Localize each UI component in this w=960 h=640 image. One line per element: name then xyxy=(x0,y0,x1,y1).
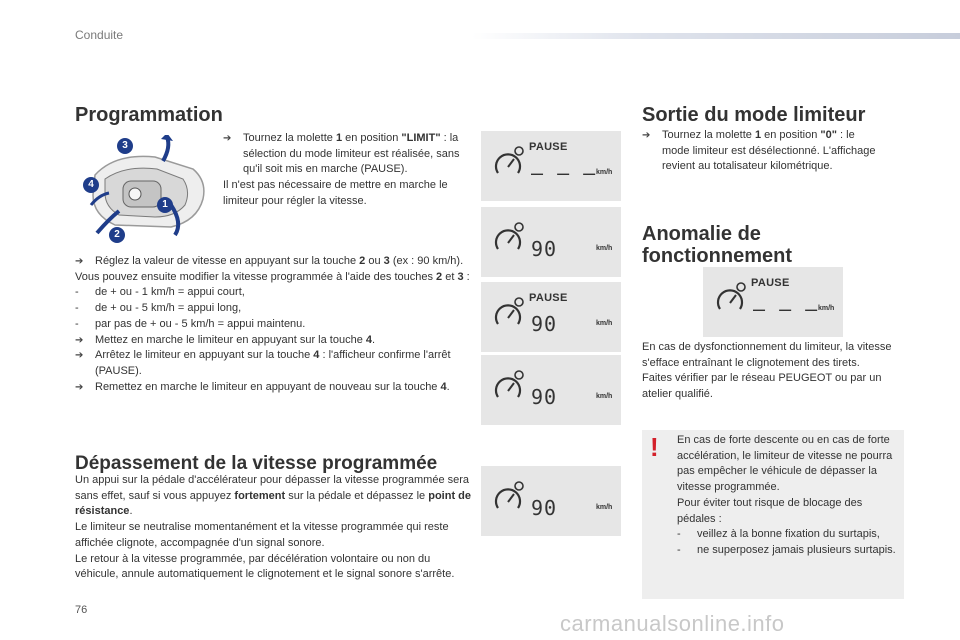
text-run: fortement xyxy=(234,489,286,502)
text-run: Un appui sur la pédale d'accélérateur pour dépasser la vitesse programmée sera sans effet, sauf si vous appuyez xyxy=(75,474,470,502)
text-run: Arrêtez le limiteur en appuyant sur la touche xyxy=(95,349,314,362)
paragraph xyxy=(75,552,475,583)
text-run: 3 xyxy=(383,255,390,267)
text-run: . xyxy=(446,380,450,393)
watermark: carmanualsonline.info xyxy=(560,611,785,636)
speed-limiter-stalk-illustration xyxy=(75,135,215,247)
speed-unit: km/h xyxy=(596,504,613,511)
bullet-arrow-icon: ➔ xyxy=(223,133,232,144)
bullet-arrow-icon: ➔ xyxy=(75,381,84,393)
speed-value: – – – xyxy=(531,161,597,185)
text-run: "LIMIT" xyxy=(401,132,441,144)
text-run: point de résistance xyxy=(75,489,472,518)
speed-unit: km/h xyxy=(596,320,613,327)
pause-label: PAUSE xyxy=(751,277,790,289)
text-run: Tournez la molette xyxy=(662,129,755,141)
speed-unit: km/h xyxy=(596,245,613,252)
text-run: et xyxy=(442,270,458,283)
paragraph xyxy=(223,178,468,209)
callout-4: 4 xyxy=(83,177,99,193)
text-run: 1 xyxy=(335,132,343,144)
text-run: Il n'est pas nécessaire de mettre en marche le limiteur pour régler la vitesse. xyxy=(223,179,448,207)
bullet-arrow-icon: ➔ xyxy=(642,130,651,141)
paragraph xyxy=(75,270,470,286)
text-run: Vous pouvez ensuite modifier la vitesse programmée à l'aide des touches xyxy=(75,270,437,283)
anomalie-title-line2: fonctionnement xyxy=(642,245,792,267)
paragraph xyxy=(677,527,899,543)
dash-marker: - xyxy=(75,302,79,315)
text-run: : la sélection du mode limiteur est réalisée, sans qu'il soit mis en marche (PAUSE). xyxy=(243,132,460,176)
programmation-body xyxy=(75,254,470,395)
text-run: 4 xyxy=(440,380,447,393)
speed-unit: km/h xyxy=(596,393,613,400)
paragraph xyxy=(642,128,882,175)
text-run: 2 xyxy=(359,255,366,267)
callout-2: 2 xyxy=(109,227,125,243)
pause-label: PAUSE xyxy=(529,141,568,153)
text-run: : xyxy=(463,270,470,283)
text-run: En cas de dysfonctionnement du limiteur, la vitesse s'efface entraînant le clignotement des tirets. xyxy=(642,341,892,369)
anomalie-title-line1: Anomalie de xyxy=(642,223,761,245)
paragraph xyxy=(75,317,470,333)
text-run: Tournez la molette xyxy=(243,132,336,144)
speed-value: 90 xyxy=(531,496,558,520)
speed-unit: km/h xyxy=(818,305,835,312)
anomalie-body xyxy=(642,340,902,403)
text-run: Réglez la valeur de vitesse en appuyant sur la touche xyxy=(95,255,360,267)
speed-value: – – – xyxy=(753,297,819,321)
paragraph xyxy=(75,285,470,301)
text-run: 1 xyxy=(754,129,762,141)
text-run: "0" xyxy=(820,129,837,141)
anomaly-limiter-display xyxy=(703,267,843,337)
text-run: ne superposez jamais plusieurs surtapis. xyxy=(697,543,896,556)
text-run: Mettez en marche le limiteur en appuyant sur la touche xyxy=(95,333,366,346)
dash-marker: - xyxy=(677,528,681,541)
running-header: Conduite xyxy=(75,28,124,42)
text-run: (ex : 90 km/h). xyxy=(389,255,464,267)
speed-value: 90 xyxy=(531,312,558,336)
paragraph xyxy=(75,348,470,379)
text-run: Pour éviter tout risque de blocage des pédales : xyxy=(677,496,863,525)
text-run: de + ou - 5 km/h = appui long, xyxy=(95,302,242,315)
anomalie-title xyxy=(642,223,792,267)
callout-3: 3 xyxy=(117,138,133,154)
dash-marker: - xyxy=(677,543,681,556)
bullet-arrow-icon: ➔ xyxy=(75,334,84,346)
depassement-body xyxy=(75,473,475,583)
warning-box xyxy=(642,430,904,599)
text-run: 2 xyxy=(436,270,443,283)
warning-exclamation-icon: ! xyxy=(650,432,659,462)
programmation-intro xyxy=(223,131,468,210)
bullet-arrow-icon: ➔ xyxy=(75,350,84,362)
paragraph xyxy=(677,433,899,496)
callout-1: 1 xyxy=(157,197,173,213)
paragraph xyxy=(642,340,902,371)
sortie-body xyxy=(642,128,882,175)
dash-marker: - xyxy=(75,317,79,330)
speed-unit: km/h xyxy=(596,169,613,176)
text-run: Faites vérifier par le réseau PEUGEOT ou par un atelier qualifié. xyxy=(642,372,882,401)
depassement-title: Dépassement de la vitesse programmée xyxy=(75,453,438,474)
text-run: ou xyxy=(365,255,384,267)
text-run: 4 xyxy=(365,333,372,346)
text-run: . xyxy=(129,505,133,518)
paragraph xyxy=(677,543,899,559)
text-run: Remettez en marche le limiteur en appuyant de nouveau sur la touche xyxy=(95,380,441,393)
paragraph xyxy=(75,520,475,551)
text-run: En cas de forte descente ou en cas de forte accélération, le limiteur de vitesse ne pourra pas empêcher le véhicule de dépasser la vitesse programmée. xyxy=(677,434,893,494)
text-run: : le mode limiteur est désélectionné. L'affichage revient au totalisateur kilométrique. xyxy=(662,129,876,173)
paragraph xyxy=(642,371,902,402)
paragraph xyxy=(223,131,468,178)
text-run: sur la pédale et dépassez le xyxy=(285,489,429,502)
limiter-display-4 xyxy=(481,355,621,425)
bullet-arrow-icon: ➔ xyxy=(75,256,84,267)
text-run: : l'afficheur confirme l'arrêt (PAUSE). xyxy=(95,349,451,377)
header-gradient-bar xyxy=(472,33,960,39)
text-run: Le limiteur se neutralise momentanément et la vitesse programmée qui reste affichée clignote, accompagnée d'un signal sonore. xyxy=(75,521,449,549)
programmation-title: Programmation xyxy=(75,104,223,126)
limiter-display-5 xyxy=(481,466,621,536)
paragraph xyxy=(75,301,470,317)
text-run: veillez à la bonne fixation du surtapis, xyxy=(697,528,880,541)
limiter-display-3 xyxy=(481,282,621,352)
warning-text xyxy=(677,433,899,559)
text-run: . xyxy=(372,333,376,346)
limiter-display-1 xyxy=(481,131,621,201)
text-run: par pas de + ou - 5 km/h = appui maintenu. xyxy=(95,317,306,330)
pause-label: PAUSE xyxy=(529,292,568,304)
text-run: en position xyxy=(342,132,402,144)
paragraph xyxy=(75,473,475,520)
text-run: en position xyxy=(761,129,821,141)
dash-marker: - xyxy=(75,286,79,299)
paragraph xyxy=(75,380,470,396)
speed-value: 90 xyxy=(531,385,558,409)
paragraph xyxy=(75,254,470,270)
text-run: 4 xyxy=(313,349,320,362)
paragraph xyxy=(75,333,470,349)
paragraph xyxy=(677,496,899,527)
text-run: de + ou - 1 km/h = appui court, xyxy=(95,286,245,299)
text-run: Le retour à la vitesse programmée, par décélération volontaire ou non du véhicule, annule automatiquement le clignotement et le signal sonore s'arrête. xyxy=(75,552,455,581)
limiter-display-2 xyxy=(481,207,621,277)
sortie-title: Sortie du mode limiteur xyxy=(642,104,866,126)
page-number: 76 xyxy=(75,604,88,616)
text-run: 3 xyxy=(457,270,464,283)
speed-value: 90 xyxy=(531,237,558,261)
